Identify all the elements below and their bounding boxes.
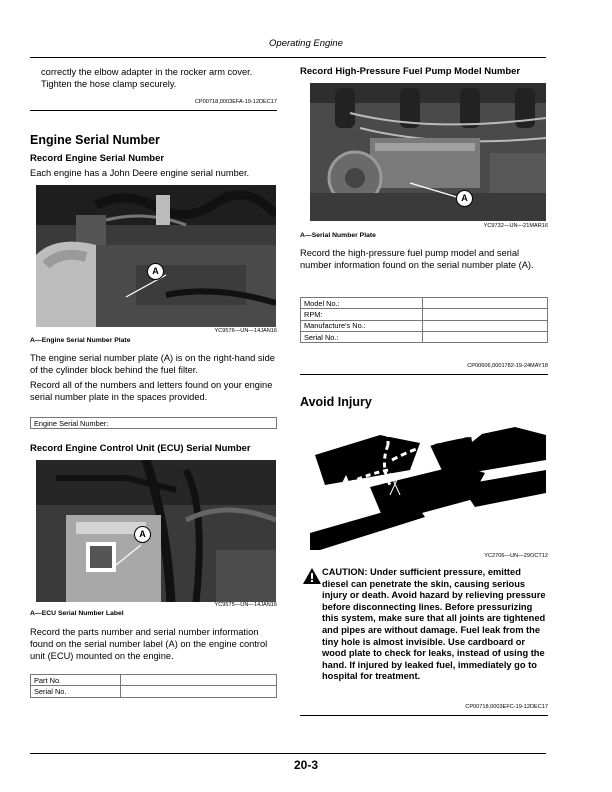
ecu-serial-no-label: Serial No. (31, 686, 121, 697)
pump-para: Record the high-pressure fuel pump model and serial number information found on the serial number plate (A). (300, 248, 534, 270)
callout-a: A (456, 190, 473, 207)
intro-reference: CP00718,0003EFA-19-12DEC17 (194, 99, 277, 105)
engine-serial-text: Each engine has a John Deere engine serial number. (30, 168, 250, 178)
pump-serial-no-label: Serial No.: (301, 331, 423, 342)
pump-figure-reference: YC9732—UN—21MAR16 (483, 223, 548, 229)
section-divider (30, 110, 277, 111)
injury-figure-reference: YC2706—UN—29OCT12 (484, 553, 548, 559)
callout-a: A (147, 263, 164, 280)
section-divider (300, 715, 548, 716)
engine-serial-photo (36, 185, 276, 327)
warning-triangle-icon (303, 568, 321, 584)
ecu-serial-para: Record the parts number and serial number information found on the serial number label (A) on the engine control unit (ECU) mounted on the engine. (30, 627, 268, 661)
engine-figure-caption: A—Engine Serial Number Plate (30, 337, 131, 344)
table-row (301, 309, 548, 320)
high-pressure-leak-illustration (310, 415, 546, 550)
engine-serial-subheading: Record Engine Serial Number (30, 153, 165, 164)
engine-serial-table (30, 417, 277, 429)
engine-serial-field: Engine Serial Number: (31, 418, 277, 429)
engine-serial-para2: Record all of the numbers and letters found on your engine serial number plate in the spaces provided. (30, 380, 273, 402)
engine-serial-heading: Engine Serial Number (30, 133, 160, 147)
page-number: 20-3 (293, 758, 319, 772)
caution-text: CAUTION: Under sufficient pressure, emitted diesel can penetrate the skin, causing serious injury or death. Avoid hazard by relieving pressure before disconnecting lines. Before pressurizing this system, make sure that all joints are tightened and pipes are without damage. Fuel leak from the tiny hole is almost invisible. Use cardboard or wood plate to check for leaks, instead of using the hand. If injured by leaked fuel, immediately go to hospital for treatment. (322, 567, 546, 682)
table-row (31, 675, 277, 686)
table-row (301, 298, 548, 309)
pump-manufacture-no-value (423, 320, 548, 331)
avoid-injury-heading: Avoid Injury (300, 395, 372, 409)
engine-serial-para1: The engine serial number plate (A) is on the right-hand side of the cylinder block behind the fuel filter. (30, 353, 275, 375)
ecu-serial-photo (36, 460, 276, 602)
ecu-figure-reference: YC9575—UN—14JAN16 (214, 602, 277, 608)
pump-model-no-value (423, 298, 548, 309)
pump-rpm-value (423, 309, 548, 320)
pump-figure-caption: A—Serial Number Plate (300, 232, 376, 239)
pump-reference: CP00606,0001782-19-24MAY18 (467, 363, 548, 369)
ecu-part-no-value (121, 675, 277, 686)
engine-figure-reference: YC9576—UN—14JAN16 (214, 328, 277, 334)
injury-reference: CP00718,0003EFC-19-12DEC17 (465, 704, 548, 710)
ecu-serial-subheading: Record Engine Control Unit (ECU) Serial Number (30, 443, 251, 454)
header-rule (30, 57, 546, 58)
ecu-figure-caption: A—ECU Serial Number Label (30, 610, 124, 617)
pump-rpm-label: RPM: (301, 309, 423, 320)
ecu-serial-no-value (121, 686, 277, 697)
pump-record-table (300, 297, 548, 343)
table-row (301, 320, 548, 331)
footer-rule (30, 753, 546, 754)
fuel-pump-photo (310, 83, 546, 221)
table-row (301, 331, 548, 342)
pump-model-no-label: Model No.: (301, 298, 423, 309)
ecu-serial-table (30, 674, 277, 698)
intro-text: correctly the elbow adapter in the rocker arm cover. Tighten the hose clamp securely. (41, 67, 253, 89)
running-header: Operating Engine (269, 38, 343, 49)
section-divider (300, 374, 548, 375)
table-row (31, 686, 277, 697)
callout-a: A (134, 526, 151, 543)
pump-subheading: Record High-Pressure Fuel Pump Model Number (300, 66, 521, 77)
pump-manufacture-no-label: Manufacture's No.: (301, 320, 423, 331)
pump-serial-no-value (423, 331, 548, 342)
ecu-part-no-label: Part No. (31, 675, 121, 686)
